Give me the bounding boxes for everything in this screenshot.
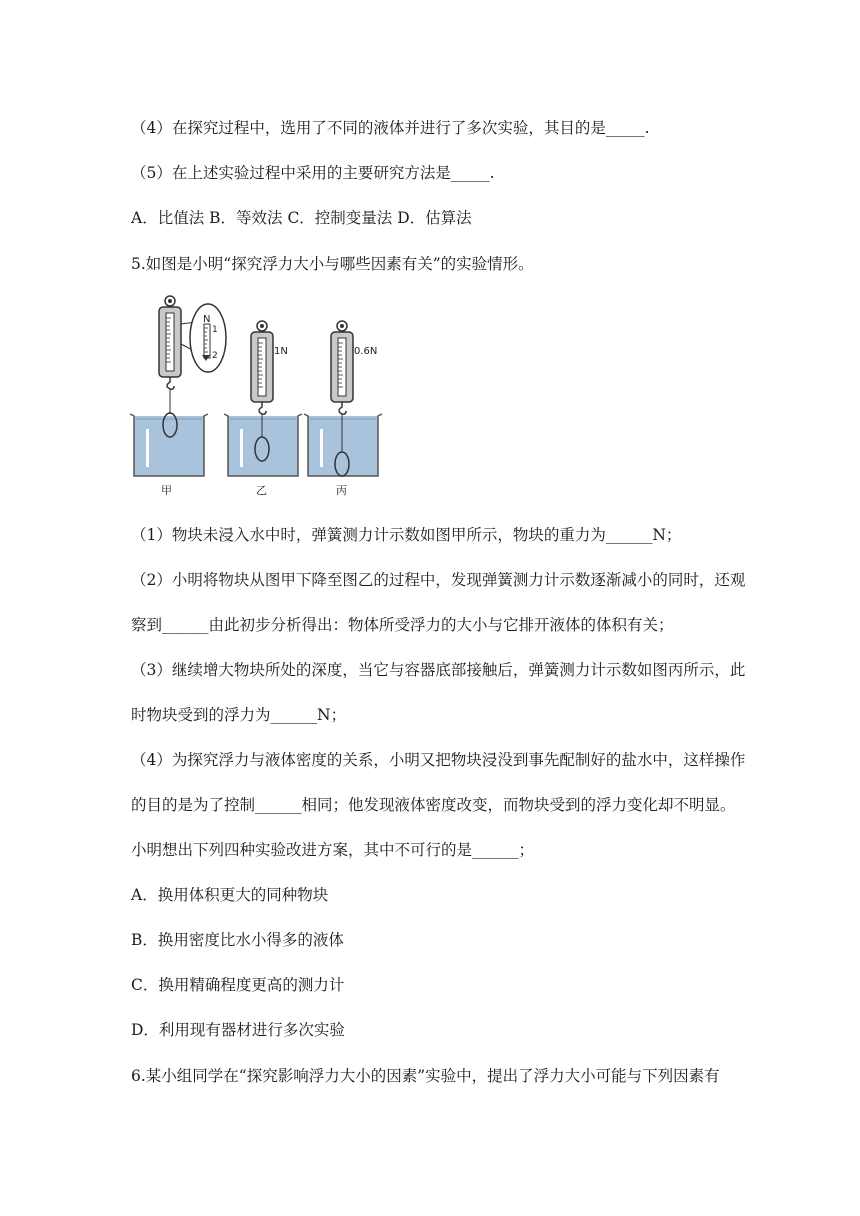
reading-label-yi: 1N (274, 346, 288, 357)
q5-part2-text-line2: 察到______由此初步分析得出：物体所受浮力的大小与它排开液体的体积有关； (131, 616, 674, 634)
q5-part4-text-line1: （4）为探究浮力与液体密度的关系，小明又把物块浸没到事先配制好的盐水中，这样操作 (131, 751, 746, 769)
label-yi: 乙 (256, 484, 267, 497)
q5-part3-text-line1: （3）继续增大物块所处的深度，当它与容器底部接触后，弹簧测力计示数如图丙所示，此 (131, 661, 746, 679)
q4-part4-text: （4）在探究过程中，选用了不同的液体并进行了多次实验，其目的是_____. (131, 119, 650, 137)
q6-title: 6.某小组同学在“探究影响浮力大小的因素”实验中，提出了浮力大小可能与下列因素有 (131, 1067, 720, 1085)
beaker-yi (224, 414, 302, 476)
beaker-bing (304, 414, 382, 476)
reading-label-bing: 0.6N (354, 346, 378, 357)
q5-part2-text-line1: （2）小明将物块从图甲下降至图乙的过程中，发现弹簧测力计示数逐渐减小的同时，还观 (131, 571, 746, 589)
q5-part1-text: （1）物块未浸入水中时，弹簧测力计示数如图甲所示，物块的重力为______N； (131, 526, 682, 544)
inset-tick-2: 2 (212, 351, 218, 361)
inset-tick-1: 1 (212, 325, 218, 335)
q5-part3-text-line2: 时物块受到的浮力为______N； (131, 706, 347, 724)
q5-part4-text-line3: 小明想出下列四种实验改进方案，其中不可行的是______； (131, 841, 535, 859)
label-jia: 甲 (161, 484, 172, 497)
q5-option-c: C．换用精确程度更高的测力计 (131, 976, 345, 994)
q5-option-d: D．利用现有器材进行多次实验 (131, 1021, 345, 1039)
spring-scale-jia (159, 296, 226, 437)
spring-scale-figure (128, 294, 398, 502)
q4-part5-text: （5）在上述实验过程中采用的主要研究方法是_____. (131, 164, 495, 182)
q5-part4-text-line2: 的目的是为了控制______相同；他发现液体密度改变，而物块受到的浮力变化却不明显。 (131, 796, 736, 814)
q5-option-a: A．换用体积更大的同种物块 (131, 886, 329, 904)
q4-options: A．比值法 B．等效法 C．控制变量法 D．估算法 (131, 209, 472, 227)
label-bing: 丙 (336, 484, 347, 497)
q5-title: 5.如图是小明“探究浮力大小与哪些因素有关”的实验情形。 (131, 255, 534, 273)
inset-unit-label: N (203, 314, 211, 325)
q5-option-b: B．换用密度比水小得多的液体 (131, 931, 344, 949)
beaker-jia (130, 414, 208, 476)
